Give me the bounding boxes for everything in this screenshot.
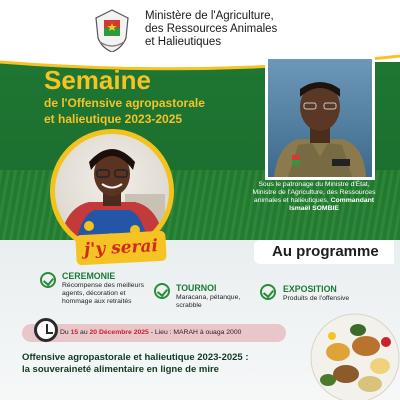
ministry-name [145, 10, 345, 49]
location-text: - Lieu : MARAH à ouaga 2000 [148, 329, 242, 336]
program-item-head: CEREMONIE [62, 271, 116, 281]
date-du: Du [60, 329, 69, 336]
produce-collage-icon [310, 300, 400, 400]
jy-serai-badge: j'y serai [75, 231, 166, 266]
date-end: 20 Décembre 2025 [89, 329, 149, 336]
ministry-line: et Halieutiques [145, 36, 222, 48]
program-item-ceremonie [62, 271, 152, 306]
title-sub-line: de l'Offensive agropastorale [44, 96, 205, 110]
clock-icon [34, 318, 58, 342]
patron-rank: Commandant [330, 197, 375, 204]
coat-of-arms-icon [92, 8, 132, 54]
program-item-line: Maracana, pétanque, [176, 294, 241, 301]
patron-line: Sous le patronage du Ministre d'État, [258, 181, 370, 188]
patron-line: animales et halieutiques, [253, 197, 329, 204]
patron-name: Ismaël SOMBIE [289, 205, 339, 212]
minister-portrait-icon [268, 59, 372, 177]
program-item-line: Produits de l'offensive [283, 295, 350, 302]
program-item-line: scrabble [176, 302, 202, 309]
event-title [44, 66, 205, 126]
minister-photo [265, 56, 375, 180]
ministry-line: des Ressources Animales [145, 23, 278, 35]
program-item-tournoi [176, 283, 256, 310]
program-item-line: Récompense des meilleurs [62, 282, 144, 289]
patronage-text [230, 181, 398, 213]
patron-line: Ministre de l'Agriculture, des Ressources [252, 189, 376, 196]
check-icon [260, 284, 276, 300]
slogan-line: la souveraineté alimentaire en ligne de mire [22, 364, 219, 375]
check-icon [154, 283, 170, 299]
date-start: 15 [70, 329, 79, 336]
program-heading: Au programme [254, 240, 394, 264]
program-item-head: EXPOSITION [283, 284, 337, 294]
program-item-line: agents, décoration et [62, 290, 126, 297]
date-location-bar [22, 324, 286, 342]
title-sub-line: et halieutique 2023-2025 [44, 112, 183, 126]
check-icon [40, 272, 56, 288]
date-au: au [80, 329, 88, 336]
slogan [22, 352, 322, 376]
program-item-line: hommage aux retraités [62, 298, 132, 305]
slogan-line: Offensive agropastorale et halieutique 2023-2025 : [22, 352, 249, 363]
program-item-head: TOURNOI [176, 283, 217, 293]
title-main: Semaine [44, 65, 151, 95]
ministry-line: Ministère de l'Agriculture, [145, 10, 274, 22]
